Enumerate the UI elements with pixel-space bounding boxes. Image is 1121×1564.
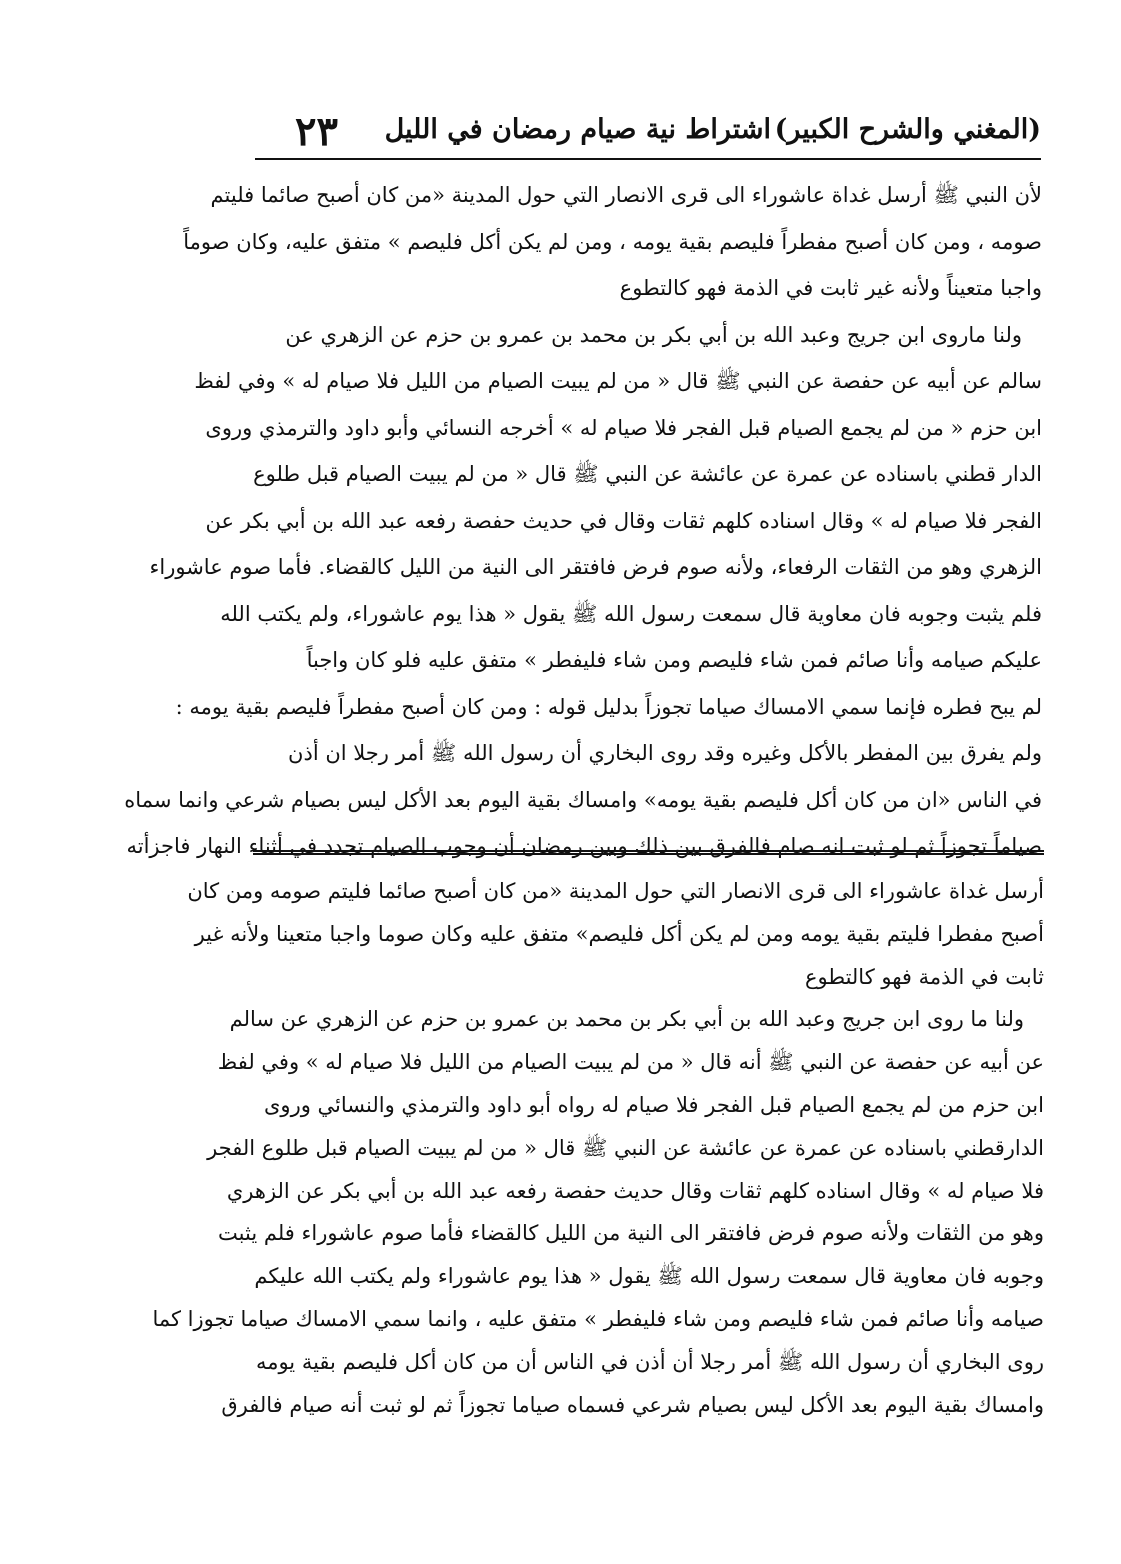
text-line: ابن حزم « من لم يجمع الصيام قبل الفجر فلا صيام له » أخرجه النسائي وأبو داود والترمذي وروى [205, 415, 1042, 440]
text-line: لم يبح فطره فإنما سمي الامساك صياما تجوزاً بدليل قوله : ومن كان أصبح مفطراً فليصم بقية يومه : [175, 694, 1042, 719]
text-line: ولم يفرق بين المفطر بالأكل وغيره وقد روى البخاري أن رسول الله ﷺ أمر رجلا ان أذن [288, 741, 1042, 765]
text-line: ثابت في الذمة فهو كالتطوع [804, 964, 1044, 989]
text-line: وامساك بقية اليوم بعد الأكل ليس بصيام شرعي فسماه صياما تجوزاً ثم لو ثبت أنه صيام فالفرق [221, 1392, 1044, 1417]
text-line: فلا صيام له » وقال اسناده كلهم ثقات وقال حديث حفصة رفعه عبد الله بن أبي بكر عن الزهري [226, 1178, 1044, 1203]
text-line: الفجر فلا صيام له » وقال اسناده كلهم ثقات وقال في حديث حفصة رفعه عبد الله بن أبي بكر عن [205, 508, 1042, 533]
text-line: عن أبيه عن حفصة عن النبي ﷺ أنه قال « من لم يبيت الصيام من الليل فلا صيام له » وفي لفظ [217, 1050, 1044, 1075]
text-line: روى البخاري أن رسول الله ﷺ أمر رجلا أن أذن في الناس أن من كان أكل فليصم بقية يومه [255, 1349, 1044, 1374]
header-rule [255, 158, 1041, 160]
section-title: اشتراط نية صيام رمضان في الليل [384, 114, 771, 145]
text-line: صيامه وأنا صائم فمن شاء فليصم ومن شاء فليفطر » متفق عليه ، وانما سمي الامساك صياما تجوزا كما [152, 1306, 1044, 1331]
page-number: ٢٣ [295, 108, 338, 155]
text-line: واجبا متعيناً ولأنه غير ثابت في الذمة فهو كالتطوع [619, 276, 1042, 300]
main-text-block [124, 172, 1042, 870]
text-line: صومه ، ومن كان أصبح مفطراً فليصم بقية يومه ، ومن لم يكن أكل فليصم » متفق عليه، وكان صوماً [183, 229, 1042, 254]
text-line: الدارقطني باسناده عن عمرة عن عائشة عن النبي ﷺ قال « من لم يبيت الصيام قبل طلوع الفجر [207, 1135, 1044, 1160]
text-line: عليكم صيامه وأنا صائم فمن شاء فليصم ومن شاء فليفطر » متفق عليه فلو كان واجباً [306, 648, 1042, 672]
commentary-text-block [152, 870, 1044, 1426]
text-line: أصبح مفطرا فليتم بقية يومه ومن لم يكن أكل فليصم» متفق عليه وكان صوما واجبا متعينا ولأنه غير [194, 921, 1044, 946]
text-line: فلم يثبت وجوبه فان معاوية قال سمعت رسول الله ﷺ يقول « هذا يوم عاشوراء، ولم يكتب الله [220, 601, 1042, 626]
text-line: أرسل غداة عاشوراء الى قرى الانصار التي حول المدينة «من كان أصبح صائما فليتم صومه ومن كان [187, 879, 1044, 903]
text-line: الزهري وهو من الثقات الرفعاء، ولأنه صوم فرض فافتقر الى النية من الليل كالقضاء. فأما صوم عاشوراء [149, 555, 1042, 579]
text-line: ولنا ماروى ابن جريج وعبد الله بن أبي بكر بن محمد بن عمرو بن حزم عن الزهري عن [285, 322, 1022, 347]
section-separator [253, 850, 1044, 855]
text-line: صياماً تجوزاً ثم لو ثبت انه صام فالفرق بين ذلك وبين رمضان أن وجوب الصيام تجدد في أثناء النهار فاجزأته [126, 834, 1042, 858]
text-line: ابن حزم من لم يجمع الصيام قبل الفجر فلا صيام له رواه أبو داود والترمذي والنسائي وروى [263, 1092, 1044, 1117]
text-line: في الناس «ان من كان أكل فليصم بقية يومه» وامساك بقية اليوم بعد الأكل ليس بصيام شرعي وانما سماه [124, 787, 1042, 812]
page-header [255, 110, 1041, 156]
book-title: (المغني والشرح الكبير) [774, 114, 1041, 145]
text-line: ولنا ما روى ابن جريج وعبد الله بن أبي بكر بن محمد بن عمرو بن حزم عن الزهري عن سالم [229, 1007, 1024, 1032]
text-line: الدار قطني باسناده عن عمرة عن عائشة عن النبي ﷺ قال « من لم يبيت الصيام قبل طلوع [253, 462, 1042, 486]
text-line: لأن النبي ﷺ أرسل غداة عاشوراء الى قرى الانصار التي حول المدينة «من كان أصبح صائما فليتم [210, 183, 1042, 207]
text-line: سالم عن أبيه عن حفصة عن النبي ﷺ قال « من لم يبيت الصيام من الليل فلا صيام له » وفي لفظ [194, 369, 1042, 393]
text-line: وجوبه فان معاوية قال سمعت رسول الله ﷺ يقول « هذا يوم عاشوراء ولم يكتب الله عليكم [254, 1264, 1044, 1289]
text-line: وهو من الثقات ولأنه صوم فرض فافتقر الى النية من الليل كالقضاء فأما صوم عاشوراء فلم يثبت [218, 1221, 1044, 1246]
